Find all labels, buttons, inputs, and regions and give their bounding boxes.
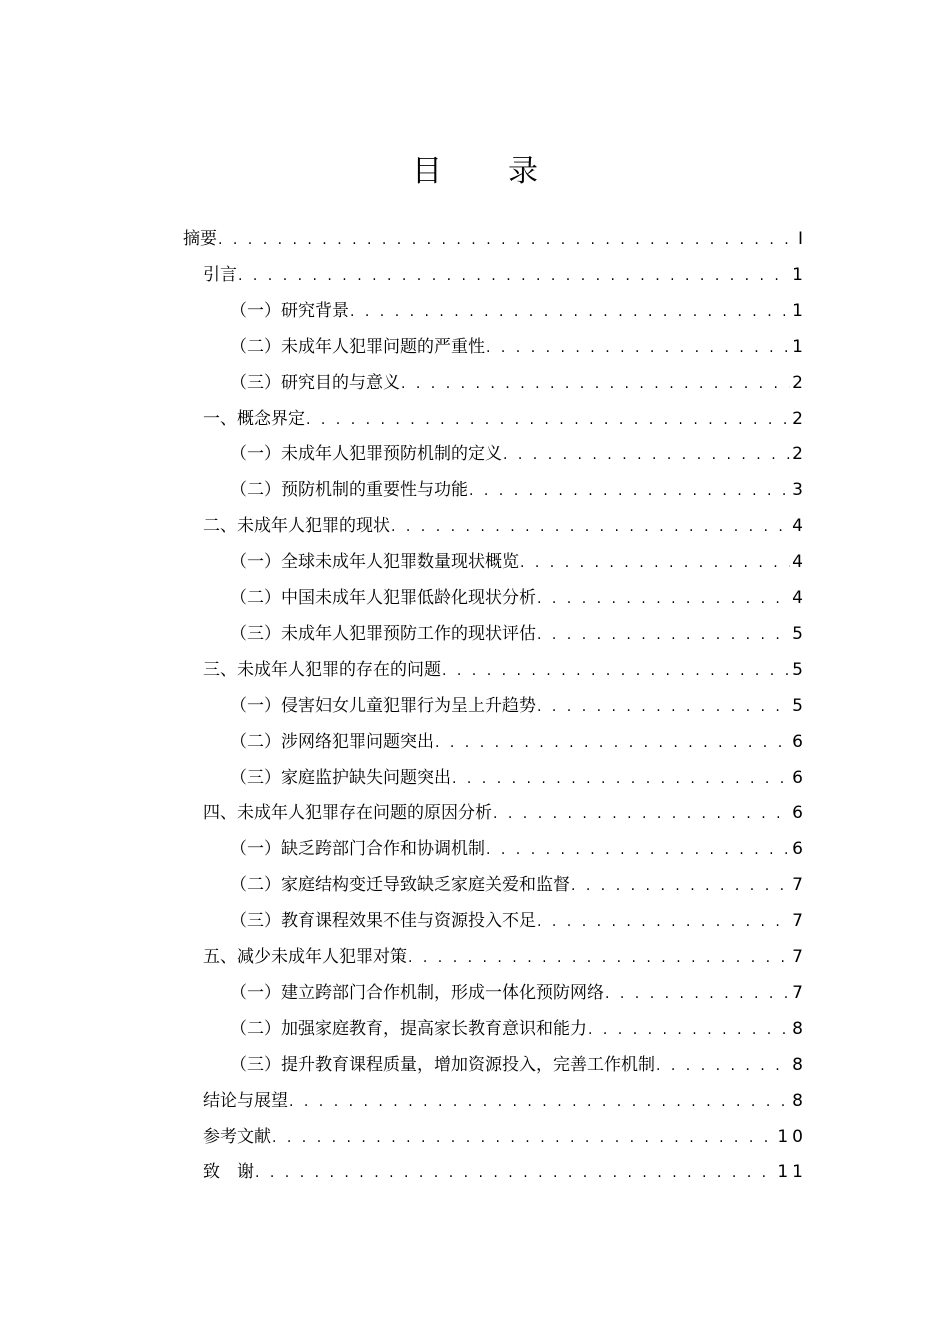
toc-entry-label: （三）家庭监护缺失问题突出	[230, 767, 451, 788]
toc-entry-label: （一）缺乏跨部门合作和协调机制	[230, 839, 485, 860]
toc-entry[interactable]	[230, 477, 807, 503]
toc-entry[interactable]	[203, 944, 807, 970]
toc-entry-label: （一）建立跨部门合作机制，形成一体化预防网络	[230, 982, 604, 1003]
toc-entry-page-number: 6	[792, 731, 807, 752]
toc-entry-label: 引言	[203, 264, 237, 285]
toc-entry-page-number: 6	[792, 839, 807, 860]
toc-entry-page-number: 5	[792, 659, 807, 680]
toc-entry-label: （三）教育课程效果不佳与资源投入不足	[230, 911, 536, 932]
toc-entry[interactable]	[230, 441, 807, 467]
toc-dot-leader	[401, 371, 790, 397]
toc-entry-label: （一）侵害妇女儿童犯罪行为呈上升趋势	[230, 695, 536, 716]
toc-entry[interactable]	[230, 836, 807, 862]
toc-entry-page-number: 7	[792, 982, 807, 1003]
toc-dot-leader	[391, 514, 790, 540]
toc-entry-page-number: 1	[792, 336, 807, 357]
toc-entry[interactable]	[230, 370, 807, 396]
toc-dot-leader	[350, 299, 790, 325]
toc-entry[interactable]	[203, 1088, 807, 1114]
toc-entry-label: 致 谢	[203, 1162, 254, 1183]
toc-entry[interactable]	[230, 765, 807, 791]
toc-dot-leader	[486, 335, 790, 361]
toc-dot-leader	[656, 1053, 790, 1079]
toc-entry[interactable]	[230, 980, 807, 1006]
toc-dot-leader	[452, 766, 790, 792]
toc-entry-label: 一、概念界定	[203, 408, 305, 429]
toc-entry-label: 参考文献	[203, 1126, 271, 1147]
toc-entry[interactable]	[230, 585, 807, 611]
toc-dot-leader	[537, 694, 790, 720]
toc-entry[interactable]	[203, 513, 807, 539]
toc-dot-leader	[503, 442, 790, 468]
toc-dot-leader	[588, 1017, 790, 1043]
toc-entry-page-number: 2	[792, 372, 807, 393]
toc-entry-label: 二、未成年人犯罪的现状	[203, 516, 390, 537]
toc-entry-page-number: 5	[792, 695, 807, 716]
toc-entry[interactable]	[230, 1052, 807, 1078]
toc-entry-page-number: 2	[792, 444, 807, 465]
toc-dot-leader	[493, 801, 790, 827]
toc-entry[interactable]	[230, 298, 807, 324]
toc-entry-page-number: 1	[792, 264, 807, 285]
toc-dot-leader	[238, 263, 790, 289]
toc-entry-page-number: 4	[792, 588, 807, 608]
toc-entry-page-number: 1	[792, 300, 807, 321]
toc-entry[interactable]	[230, 908, 807, 934]
toc-entry-label: 结论与展望	[203, 1090, 288, 1111]
toc-entry-page-number: 4	[792, 552, 807, 573]
toc-dot-leader	[469, 478, 790, 504]
toc-entry-page-number: 10	[777, 1126, 807, 1147]
toc-entry-label: （一）未成年人犯罪预防机制的定义	[230, 444, 502, 465]
toc-entry-page-number: 8	[792, 1054, 807, 1075]
toc-entry-label: 五、减少未成年人犯罪对策	[203, 947, 407, 967]
toc-entry-label: （一）研究背景	[230, 300, 349, 321]
toc-entry[interactable]	[230, 872, 807, 898]
toc-dot-leader	[272, 1125, 775, 1151]
toc-entry-page-number: 11	[777, 1162, 807, 1183]
toc-entry-label: （二）预防机制的重要性与功能	[230, 480, 468, 501]
toc-dot-leader	[408, 945, 790, 971]
toc-entry-page-number: 7	[792, 947, 807, 967]
toc-entry[interactable]	[230, 621, 807, 647]
toc-entry-label: （二）中国未成年人犯罪低龄化现状分析	[230, 588, 536, 608]
toc-entry-label: 摘要	[183, 229, 217, 249]
toc-dot-leader	[537, 586, 790, 612]
toc-entry-page-number: 6	[792, 803, 807, 824]
toc-dot-leader	[218, 227, 796, 253]
toc-entry-page-number: 3	[792, 480, 807, 501]
toc-dot-leader	[255, 1160, 775, 1186]
toc-dot-leader	[442, 658, 790, 684]
toc-entry-page-number: 7	[792, 911, 807, 932]
toc-entry[interactable]	[203, 406, 807, 432]
toc-entry[interactable]	[230, 729, 807, 755]
toc-entry[interactable]	[230, 334, 807, 360]
toc-entry-page-number: 6	[792, 767, 807, 788]
toc-dot-leader	[306, 407, 790, 433]
toc-dot-leader	[486, 837, 790, 863]
toc-dot-leader	[435, 730, 790, 756]
toc-dot-leader	[537, 909, 790, 935]
toc-dot-leader	[571, 873, 790, 899]
toc-entry-page-number: 7	[792, 875, 807, 896]
toc-entry-page-number: 4	[792, 516, 807, 537]
toc-entry-page-number: 2	[792, 408, 807, 429]
toc-entry[interactable]	[230, 1016, 807, 1042]
toc-entry[interactable]	[230, 693, 807, 719]
toc-dot-leader	[537, 622, 790, 648]
toc-entry-label: （三）提升教育课程质量，增加资源投入，完善工作机制	[230, 1054, 655, 1075]
toc-entry[interactable]	[203, 657, 807, 683]
toc-entry-page-number: 8	[792, 1090, 807, 1111]
page-title: 目 录	[412, 154, 556, 189]
toc-dot-leader	[289, 1089, 790, 1115]
toc-entry-label: （二）加强家庭教育，提高家长教育意识和能力	[230, 1018, 587, 1039]
toc-entry-label: （三）未成年人犯罪预防工作的现状评估	[230, 623, 536, 644]
toc-entry[interactable]	[203, 1124, 807, 1150]
toc-entry-page-number: 5	[792, 623, 807, 644]
toc-entry[interactable]	[230, 549, 807, 575]
toc-entry-label: （二）未成年人犯罪问题的严重性	[230, 336, 485, 357]
toc-entry-label: （三）研究目的与意义	[230, 372, 400, 393]
toc-entry-label: （二）家庭结构变迁导致缺乏家庭关爱和监督	[230, 875, 570, 896]
toc-entry[interactable]	[203, 262, 807, 288]
toc-entry[interactable]	[203, 1159, 807, 1185]
toc-entry-label: 四、未成年人犯罪存在问题的原因分析	[203, 803, 492, 824]
toc-entry[interactable]	[203, 800, 807, 826]
toc-dot-leader	[605, 981, 790, 1007]
toc-entry-label: 三、未成年人犯罪的存在的问题	[203, 659, 441, 680]
toc-entry-label: （一）全球未成年人犯罪数量现状概览	[230, 552, 519, 573]
toc-entry-label: （二）涉网络犯罪问题突出	[230, 731, 434, 752]
toc-entry[interactable]	[183, 226, 807, 252]
toc-dot-leader	[520, 550, 790, 576]
toc-entry-page-number: 8	[792, 1018, 807, 1039]
toc-entry-page-number: I	[797, 229, 807, 249]
